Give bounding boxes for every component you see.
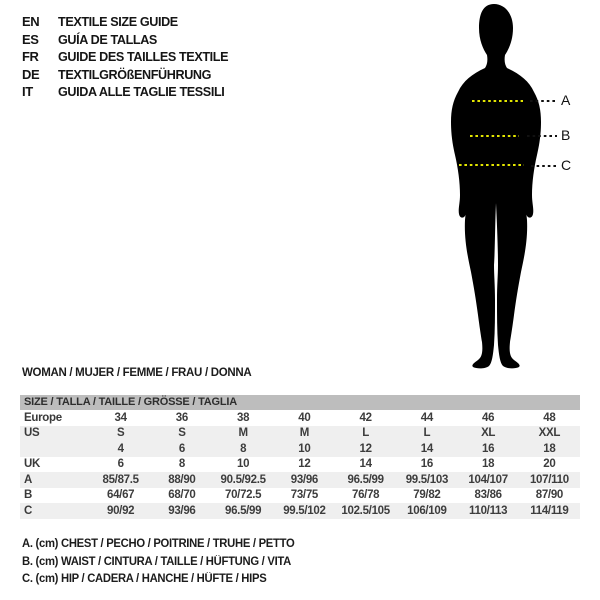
table-row-hip-c — [20, 503, 580, 519]
lang-row-de — [22, 66, 233, 84]
size-cell: 93/96 — [168, 504, 196, 517]
row-label: C — [24, 504, 33, 517]
size-cell: 114/119 — [530, 504, 569, 517]
size-cell: 6 — [117, 458, 124, 471]
lang-code: DE — [22, 66, 40, 82]
marker-label-a: A — [561, 92, 571, 108]
size-cell: 110/113 — [469, 504, 508, 517]
marker-label-b: B — [561, 127, 571, 143]
size-cell: 70/72.5 — [224, 489, 262, 502]
size-cell: 6 — [178, 442, 185, 455]
size-cell: 99.5/102 — [283, 504, 326, 517]
size-cell: L — [423, 427, 431, 440]
size-cell: 38 — [237, 411, 250, 424]
size-cell: M — [299, 427, 310, 440]
language-title-list — [22, 13, 233, 101]
size-cell: 42 — [359, 411, 372, 424]
woman-silhouette-figure — [425, 0, 600, 380]
size-cell: S — [116, 427, 125, 440]
size-cell: 14 — [359, 458, 372, 471]
table-row-waist-b — [20, 488, 580, 504]
row-label: US — [24, 427, 40, 440]
size-cell: 104/107 — [468, 473, 508, 486]
size-cell: 90/92 — [106, 504, 135, 517]
size-cell: 90.5/92.5 — [220, 473, 266, 486]
size-cell: 8 — [240, 442, 247, 455]
size-cell: 12 — [298, 458, 311, 471]
row-label: B — [24, 489, 33, 502]
size-cell: 107/110 — [529, 473, 569, 486]
size-cell: 83/86 — [474, 489, 502, 502]
size-cell: 87/90 — [535, 489, 564, 502]
size-cell: 40 — [298, 411, 311, 424]
table-row-us-numbers — [20, 441, 580, 457]
table-row-europe — [20, 410, 580, 426]
size-cell: 96.5/99 — [347, 473, 384, 486]
size-cell: 46 — [482, 411, 495, 424]
marker-label-c: C — [561, 157, 572, 173]
size-table-header: SIZE / TALLA / TAILLE / GRÖSSE / TAGLIA — [20, 395, 580, 410]
size-cell: 64/67 — [106, 489, 135, 502]
size-cell: 44 — [420, 411, 433, 424]
table-row-us-letters — [20, 426, 580, 442]
lang-row-en — [22, 13, 233, 31]
lang-code: FR — [22, 49, 39, 65]
size-cell: 4 — [117, 442, 124, 455]
size-cell: 88/90 — [168, 473, 196, 486]
size-cell: 79/82 — [413, 489, 441, 502]
size-cell: 96.5/99 — [224, 504, 262, 517]
lang-row-fr — [22, 48, 233, 66]
lang-code: EN — [22, 14, 40, 30]
lang-row-es — [22, 31, 233, 49]
size-cell: 106/109 — [407, 504, 447, 517]
legend-chest: A. (cm) CHEST / PECHO / POITRINE / TRUHE / PETTO — [22, 538, 295, 550]
legend-hip: C. (cm) HIP / CADERA / HANCHE / HÜFTE / HIPS — [22, 573, 267, 585]
size-cell: 10 — [298, 442, 311, 455]
lang-code: IT — [22, 84, 33, 100]
lang-row-it — [22, 83, 233, 101]
size-cell: 18 — [543, 442, 556, 455]
size-cell: 99.5/103 — [405, 473, 449, 486]
size-table — [20, 395, 580, 519]
size-cell: 76/78 — [351, 489, 380, 502]
size-cell: 12 — [359, 442, 372, 455]
lang-label: GUIDA ALLE TAGLIE TESSILI — [58, 84, 225, 100]
lang-label: GUIDE DES TAILLES TEXTILE — [58, 49, 229, 65]
size-cell: 73/75 — [290, 489, 319, 502]
size-cell: S — [178, 427, 186, 440]
size-cell: 68/70 — [168, 489, 196, 502]
woman-silhouette-icon — [425, 0, 600, 380]
lang-label: GUÍA DE TALLAS — [58, 31, 157, 47]
size-cell: 16 — [420, 458, 433, 471]
size-cell: 34 — [114, 411, 127, 424]
table-caption: WOMAN / MUJER / FEMME / FRAU / DONNA — [22, 367, 252, 379]
size-cell: M — [238, 427, 248, 440]
lang-code: ES — [22, 31, 39, 47]
lang-label: TEXTILGRÖßENFÜHRUNG — [58, 66, 212, 82]
size-cell: 36 — [175, 411, 188, 424]
size-cell: XXL — [538, 427, 561, 440]
row-label: A — [24, 473, 33, 486]
size-cell: 20 — [543, 458, 556, 471]
size-cell: 102.5/105 — [341, 504, 390, 517]
size-cell: 18 — [482, 458, 495, 471]
size-cell: 8 — [178, 458, 185, 471]
size-cell: 93/96 — [290, 473, 319, 486]
legend-waist: B. (cm) WAIST / CINTURA / TAILLE / HÜFTUNG / VITA — [22, 555, 292, 568]
table-row-chest-a — [20, 472, 580, 488]
size-cell: L — [362, 427, 369, 440]
row-label: Europe — [24, 411, 62, 424]
table-row-uk — [20, 457, 580, 473]
size-cell: XL — [481, 427, 496, 440]
row-label: UK — [24, 458, 41, 471]
lang-label: TEXTILE SIZE GUIDE — [58, 14, 178, 30]
measurement-legend — [22, 538, 300, 591]
size-cell: 10 — [237, 458, 250, 471]
size-cell: 14 — [420, 442, 433, 455]
size-cell: 85/87.5 — [102, 473, 139, 486]
size-cell: 16 — [482, 442, 495, 455]
size-cell: 48 — [543, 411, 556, 424]
